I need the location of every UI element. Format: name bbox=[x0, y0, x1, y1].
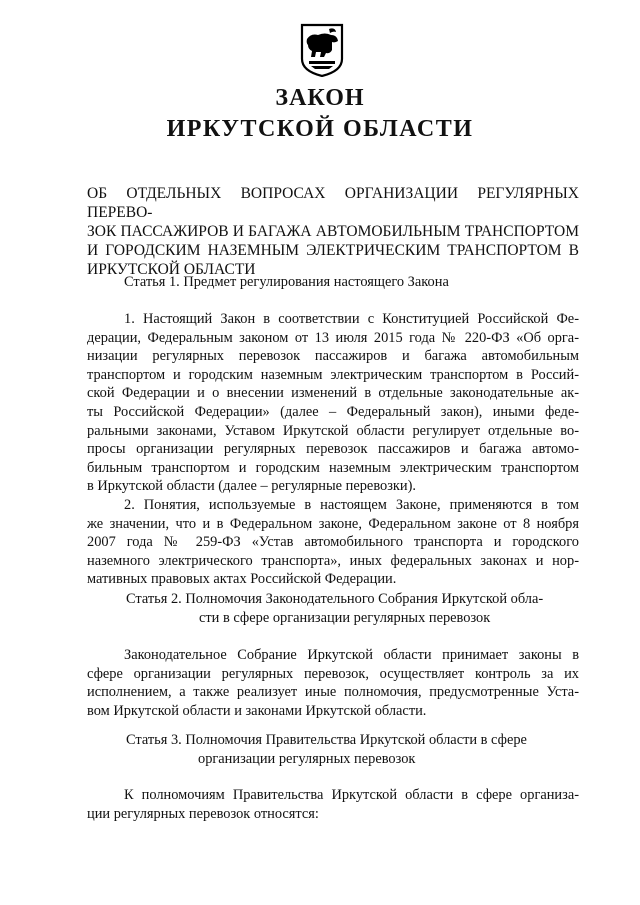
law-title-line: ЗОК ПАССАЖИРОВ И БАГАЖА АВТОМОБИЛЬНЫМ ТРАНСПОРТОМ bbox=[87, 223, 579, 240]
paragraph-line: просы организации регулярных перевозок пассажиров и багажа автомо- bbox=[87, 441, 579, 458]
article-3-body bbox=[87, 786, 579, 823]
coat-of-arms-icon bbox=[299, 23, 345, 77]
article-1-body bbox=[87, 310, 579, 589]
paragraph-line: бильным транспортом и городским наземным электрическим транспортом bbox=[87, 459, 579, 476]
paragraph-line: наземного электрического транспорта», иных федеральных законах и нор- bbox=[87, 552, 579, 569]
paragraph-line: же значении, что и в Федеральном законе, Федеральном законе от 8 ноября bbox=[87, 515, 579, 532]
paragraph-line: мативных правовых актах Российской Федерации. bbox=[87, 571, 397, 588]
paragraph-line: в Иркутской области (далее – регулярные перевозки). bbox=[87, 478, 416, 495]
article-heading-line: организации регулярных перевозок bbox=[198, 750, 416, 767]
document-title: ЗАКОН bbox=[275, 85, 365, 111]
article-2-heading bbox=[126, 590, 579, 627]
paragraph-line: дерации, Федеральным законом от 13 июля 2015 года № 220-ФЗ «Об орга- bbox=[87, 329, 579, 346]
paragraph-line: 2. Понятия, используемые в настоящем Законе, применяются в том bbox=[124, 496, 579, 513]
paragraph-line: сфере организации регулярных перевозок, осуществляет контроль за их bbox=[87, 665, 579, 682]
law-title-line: И ГОРОДСКИМ НАЗЕМНЫМ ЭЛЕКТРИЧЕСКИМ ТРАНСПОРТОМ В bbox=[87, 242, 579, 259]
paragraph-line: Законодательное Собрание Иркутской области принимает законы в bbox=[124, 647, 579, 663]
article-2-body bbox=[87, 646, 579, 720]
article-heading: Статья 1. Предмет регулирования настоящего Закона bbox=[124, 274, 449, 290]
article-heading-line: сти в сфере организации регулярных перевозок bbox=[199, 609, 491, 626]
paragraph-line: ральными законами, Уставом Иркутской области регулирует отдельные во- bbox=[87, 422, 579, 439]
article-heading-line: Статья 2. Полномочия Законодательного Собрания Иркутской обла- bbox=[126, 591, 544, 607]
paragraph-line: исполнением, а также реализует иные полномочия, предусмотренные Уста- bbox=[87, 684, 579, 701]
law-title bbox=[87, 184, 579, 279]
paragraph-line: К полномочиям Правительства Иркутской области в сфере организа- bbox=[124, 787, 579, 803]
paragraph-line: ты Российской Федерации» (далее – Федеральный закон), иными феде- bbox=[87, 403, 579, 420]
paragraph-line: транспортом и городским наземным электрическим транспортом в Россий- bbox=[87, 366, 579, 383]
article-1-heading bbox=[87, 273, 579, 292]
law-title-line: ИРКУТСКОЙ ОБЛАСТИ bbox=[87, 261, 256, 278]
paragraph-line: вом Иркутской области и законами Иркутской области. bbox=[87, 702, 427, 719]
law-title-line: ОБ ОТДЕЛЬНЫХ ВОПРОСАХ ОРГАНИЗАЦИИ РЕГУЛЯРНЫХ ПЕРЕВО- bbox=[87, 185, 579, 221]
paragraph-line: 2007 года № 259-ФЗ «Устав автомобильного транспорта и городского bbox=[87, 534, 579, 551]
article-3-heading bbox=[126, 731, 579, 768]
paragraph-line: ции регулярных перевозок относятся: bbox=[87, 805, 319, 822]
paragraph-line: низации регулярных перевозок пассажиров и багажа автомобильным bbox=[87, 348, 579, 365]
paragraph-line: ской Федерации и о внесении изменений в отдельные законодательные ак- bbox=[87, 385, 579, 402]
document-subtitle: ИРКУТСКОЙ ОБЛАСТИ bbox=[166, 116, 474, 142]
paragraph-line: 1. Настоящий Закон в соответствии с Конституцией Российской Фе- bbox=[124, 311, 579, 327]
article-heading-line: Статья 3. Полномочия Правительства Иркутской области в сфере bbox=[126, 732, 527, 748]
